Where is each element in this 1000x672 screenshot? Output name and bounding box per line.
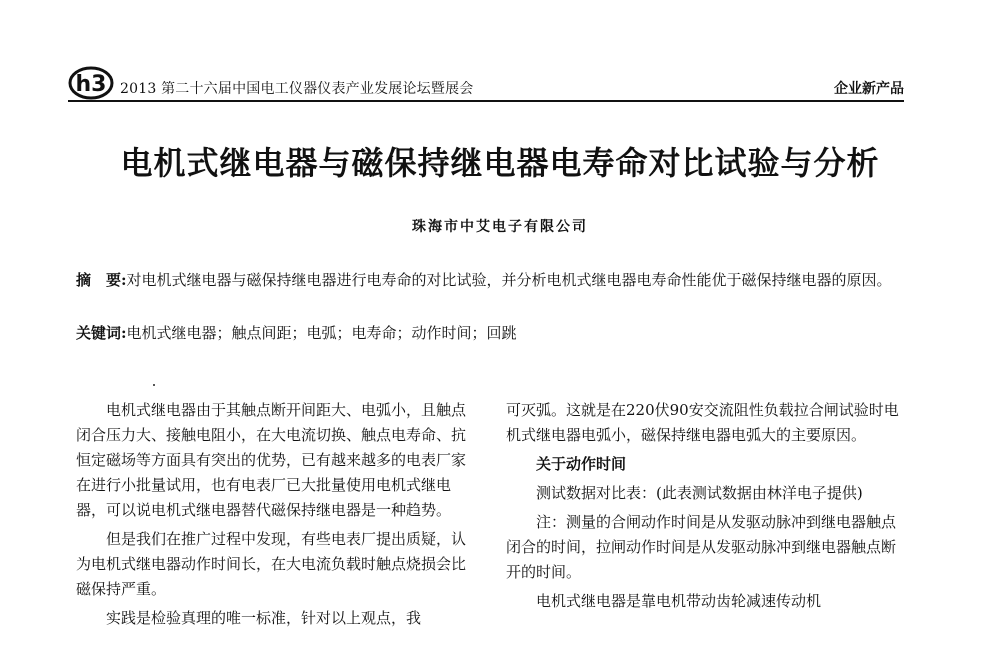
keywords-label: 关键词: [76,324,127,342]
paragraph: 测试数据对比表：(此表测试数据由林洋电子提供) [536,484,863,502]
stray-dot [153,384,155,386]
abstract [76,268,902,293]
conference-name: 2013 第二十六届中国电工仪器仪表产业发展论坛暨展会 [120,81,474,97]
logo-text: h3 [75,72,107,97]
paragraph: 实践是检验真理的唯一标准，针对以上观点，我 [106,609,422,627]
keywords-text: 电机式继电器；触点间距；电弧；电寿命；动作时间；回跳 [126,324,517,342]
paragraph: 电机式继电器是靠电机带动齿轮减速传动机 [536,592,822,610]
keywords [76,322,902,344]
page-header [68,70,904,100]
paragraph: 但是我们在推广过程中发现，有些电表厂提出质疑，认为电机式继电器动作时间长，在大电流负载时触点烧损会比磁保持严重。 [76,530,467,598]
abstract-text: 对电机式继电器与磁保持继电器进行电寿命的对比试验，并分析电机式继电器电寿命性能优于磁保持继电器的原因。 [126,271,892,289]
section-heading: 关于动作时间 [536,455,627,473]
header-divider [68,100,904,102]
article-title: 电机式继电器与磁保持继电器电寿命对比试验与分析 [120,144,880,182]
author-organization: 珠海市中艾电子有限公司 [412,219,588,235]
left-column [76,398,474,631]
section-label: 企业新产品 [834,81,904,97]
right-column [506,398,904,614]
conference-logo-icon [68,66,114,100]
paragraph: 电机式继电器由于其触点断开间距大、电弧小，且触点闭合压力大、接触电阻小，在大电流切换、触点电寿命、抗恒定磁场等方面具有突出的优势，已有越来越多的电表厂家在进行小批量试用，也有电表厂已大批量使用电机式继电器，可以说电机式继电器替代磁保持继电器是一种趋势。 [76,401,467,519]
paragraph: 注：测量的合闸动作时间是从发驱动脉冲到继电器触点闭合的时间，拉闸动作时间是从发驱动脉冲到继电器触点断开的时间。 [506,513,897,581]
abstract-label: 摘 要: [76,271,127,289]
paragraph: 可灭弧。这就是在220伏90安交流阻性负载拉合闸试验时电机式继电器电弧小，磁保持继电器电弧大的主要原因。 [506,401,899,444]
